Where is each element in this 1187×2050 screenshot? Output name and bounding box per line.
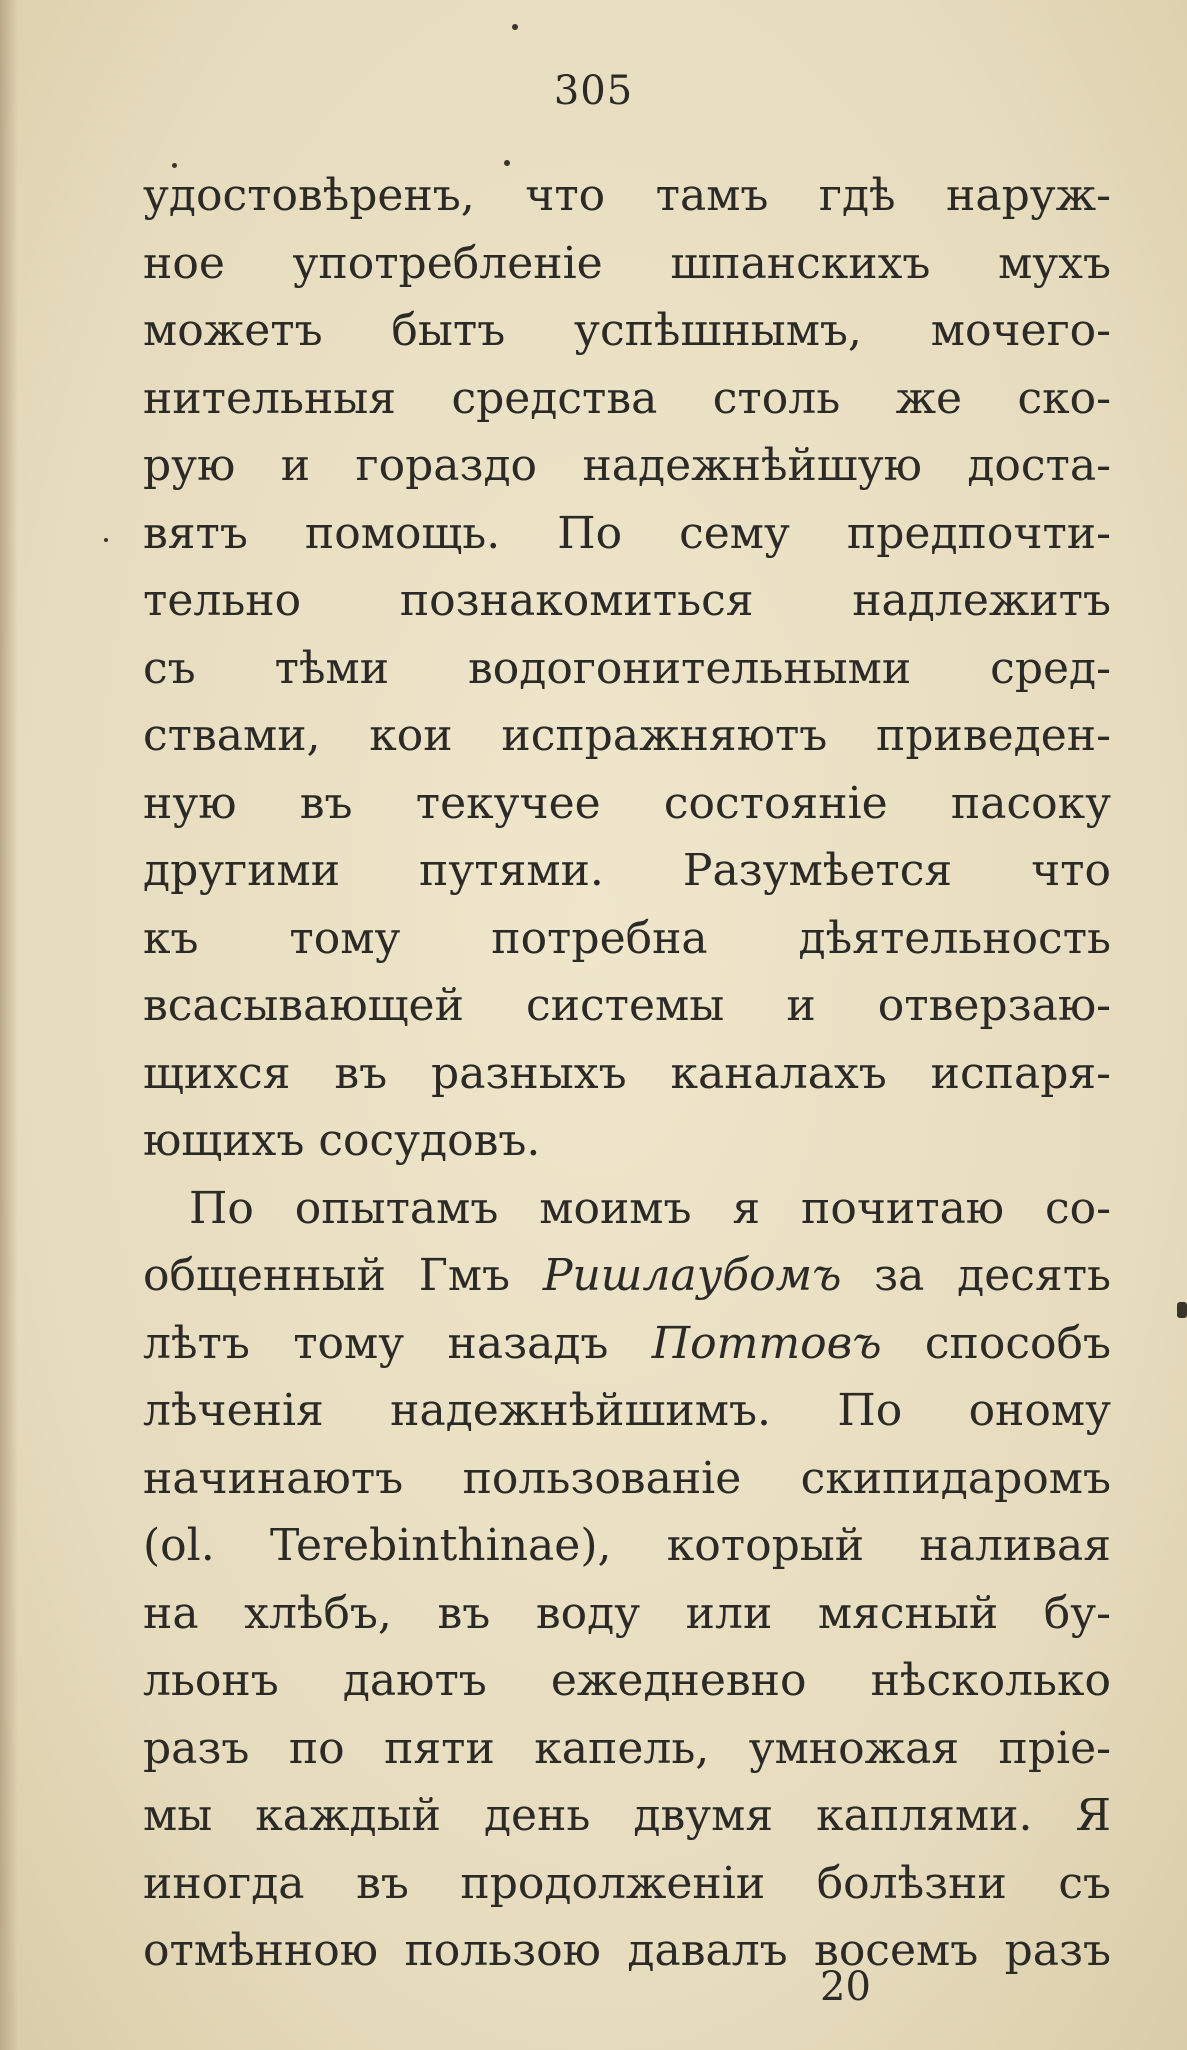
text-line: щихся въ разныхъ каналахъ испаря- — [143, 1047, 1111, 1099]
ink-speck — [104, 538, 108, 542]
ink-speck — [1177, 1302, 1187, 1318]
page-left-edge — [0, 0, 18, 2050]
text-line: на хлѣбъ, въ воду или мясный бу- — [143, 1587, 1111, 1639]
text-line: ствами, кои испражняютъ приведен- — [143, 710, 1111, 761]
text-line: ющихъ сосудовъ. — [143, 1115, 541, 1166]
text-line: къ тому потребна дѣятельность — [143, 912, 1111, 964]
text-line: съ тѣми водогонительными сред- — [143, 642, 1111, 694]
text-line: лѣченія надежнѣйшимъ. По оному — [143, 1385, 1111, 1436]
text-line: удостовѣренъ, что тамъ гдѣ наруж- — [143, 170, 1111, 221]
ink-speck — [172, 163, 177, 168]
text-line-with-italic-name: общенный Гмъ Ришлаубомъ за десять — [143, 1250, 1111, 1301]
text-line: льонъ даютъ ежедневно нѣсколько — [143, 1655, 1111, 1706]
text-line: (ol. Terebinthinae), который наливая — [143, 1520, 1111, 1571]
text-line: мы каждый день двумя каплями. Я — [143, 1790, 1111, 1841]
text-line: иногда въ продолженіи болѣзни съ — [143, 1857, 1111, 1909]
ink-speck — [512, 24, 518, 30]
text-line-with-italic-name: лѣтъ тому назадъ Поттовъ способъ — [143, 1317, 1111, 1369]
body-text — [143, 162, 1111, 1985]
text-line: отмѣнною пользою давалъ восемъ разъ — [143, 1925, 1111, 1976]
paragraph-first-line: По опытамъ моимъ я почитаю со- — [189, 1182, 1111, 1234]
text-line: начинаютъ пользованіе скипидаромъ — [143, 1452, 1111, 1504]
text-line: нительныя средства столь же ско- — [143, 372, 1111, 424]
text-line: другими путями. Разумѣется что — [143, 845, 1111, 896]
italic-name: Поттовъ — [651, 1317, 882, 1369]
text-line: тельно познакомиться надлежитъ — [143, 575, 1111, 626]
page-number: 305 — [553, 68, 634, 114]
text-line: вятъ помощь. По сему предпочти- — [143, 507, 1111, 559]
text-line: рую и гораздо надежнѣйшую доста- — [143, 440, 1111, 491]
italic-name: Ришлаубомъ — [542, 1250, 842, 1301]
signature-mark: 20 — [820, 1964, 871, 2010]
ink-speck — [504, 160, 510, 166]
text-line: всасывающей системы и отверзаю- — [143, 980, 1111, 1031]
text-line: ное употребленіе шпанскихъ мухъ — [143, 237, 1111, 289]
text-line: разъ по пяти капель, умножая прiе- — [143, 1722, 1111, 1774]
text-line: можетъ бытъ успѣшнымъ, мочего- — [143, 305, 1111, 356]
text-line: ную въ текучее состояніе пасоку — [143, 777, 1111, 829]
